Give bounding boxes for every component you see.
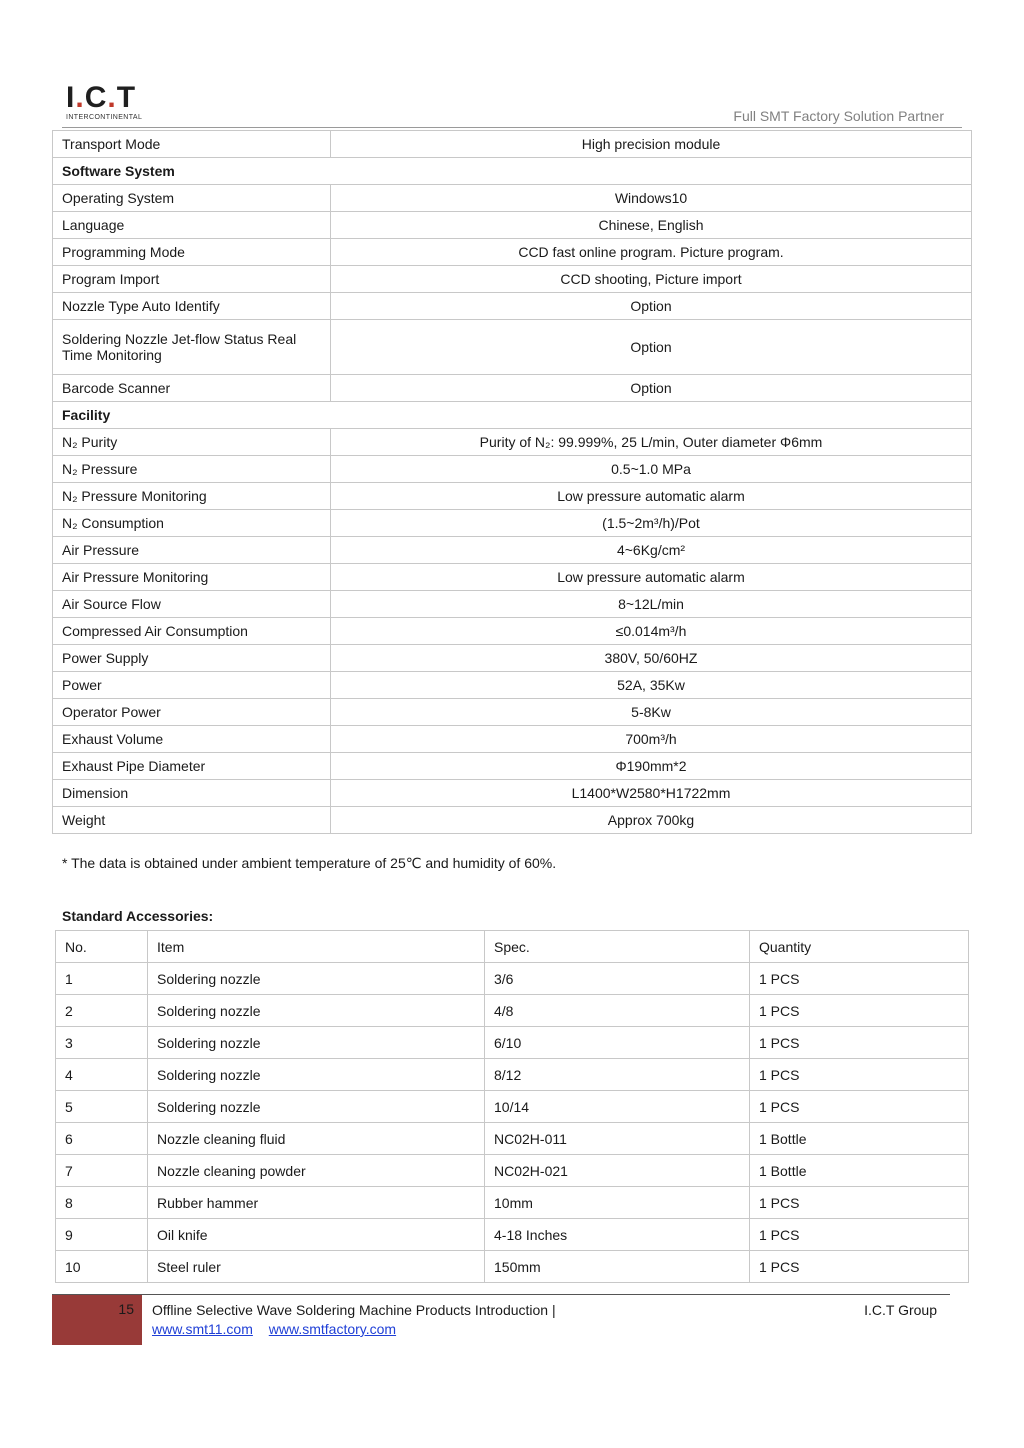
spec-value: 4~6Kg/cm² <box>331 537 972 564</box>
accessory-row <box>56 1027 969 1059</box>
acc-no: 9 <box>56 1219 148 1251</box>
acc-no: 6 <box>56 1123 148 1155</box>
spec-label: Dimension <box>53 780 331 807</box>
spec-label: Transport Mode <box>53 131 331 158</box>
header-no: No. <box>56 931 148 963</box>
accessory-row <box>56 995 969 1027</box>
page-number-box <box>52 1295 142 1345</box>
spec-table <box>52 130 972 834</box>
spec-value: 380V, 50/60HZ <box>331 645 972 672</box>
acc-item: Rubber hammer <box>148 1187 485 1219</box>
spec-value: High precision module <box>331 131 972 158</box>
spec-label: Power <box>53 672 331 699</box>
accessory-row <box>56 1219 969 1251</box>
acc-item: Soldering nozzle <box>148 963 485 995</box>
acc-quantity: 1 PCS <box>750 1251 969 1283</box>
spec-label: Exhaust Pipe Diameter <box>53 753 331 780</box>
spec-row <box>53 726 972 753</box>
spec-label: Air Pressure Monitoring <box>53 564 331 591</box>
spec-value: Low pressure automatic alarm <box>331 564 972 591</box>
spec-value: 0.5~1.0 MPa <box>331 456 972 483</box>
spec-value: 52A, 35Kw <box>331 672 972 699</box>
accessory-row <box>56 1187 969 1219</box>
spec-row <box>53 591 972 618</box>
accessories-header-row <box>56 931 969 963</box>
spec-label: Compressed Air Consumption <box>53 618 331 645</box>
spec-value: Low pressure automatic alarm <box>331 483 972 510</box>
company-logo <box>66 81 158 121</box>
spec-value: Approx 700kg <box>331 807 972 834</box>
spec-label: Nozzle Type Auto Identify <box>53 293 331 320</box>
acc-quantity: 1 Bottle <box>750 1123 969 1155</box>
spec-label: Weight <box>53 807 331 834</box>
spec-row <box>53 131 972 158</box>
spec-row <box>53 239 972 266</box>
acc-quantity: 1 PCS <box>750 1187 969 1219</box>
footer-links <box>152 1321 408 1337</box>
spec-row <box>53 266 972 293</box>
spec-value: L1400*W2580*H1722mm <box>331 780 972 807</box>
accessory-row <box>56 1251 969 1283</box>
header-divider <box>62 127 962 128</box>
spec-value: (1.5~2m³/h)/Pot <box>331 510 972 537</box>
acc-spec: 4/8 <box>485 995 750 1027</box>
acc-no: 1 <box>56 963 148 995</box>
acc-quantity: 1 PCS <box>750 1059 969 1091</box>
spec-row <box>53 699 972 726</box>
spec-row <box>53 456 972 483</box>
footer-divider <box>52 1294 950 1295</box>
spec-value: ≤0.014m³/h <box>331 618 972 645</box>
acc-quantity: 1 PCS <box>750 995 969 1027</box>
header-item: Item <box>148 931 485 963</box>
acc-no: 10 <box>56 1251 148 1283</box>
spec-value: 5-8Kw <box>331 699 972 726</box>
logo-subtitle: INTERCONTINENTAL <box>66 114 143 121</box>
link-smt11[interactable]: www.smt11.com <box>152 1321 253 1337</box>
spec-row <box>53 753 972 780</box>
spec-row <box>53 429 972 456</box>
spec-label: Programming Mode <box>53 239 331 266</box>
acc-item: Soldering nozzle <box>148 1091 485 1123</box>
acc-no: 3 <box>56 1027 148 1059</box>
spec-value: CCD shooting, Picture import <box>331 266 972 293</box>
spec-section-row <box>53 402 972 429</box>
acc-item: Nozzle cleaning fluid <box>148 1123 485 1155</box>
spec-row <box>53 672 972 699</box>
accessory-row <box>56 1091 969 1123</box>
accessory-row <box>56 1123 969 1155</box>
acc-spec: 10mm <box>485 1187 750 1219</box>
acc-spec: 10/14 <box>485 1091 750 1123</box>
acc-quantity: 1 PCS <box>750 963 969 995</box>
acc-spec: 4-18 Inches <box>485 1219 750 1251</box>
spec-row <box>53 293 972 320</box>
spec-label: Soldering Nozzle Jet-flow Status Real Time Monitoring <box>53 320 331 375</box>
spec-label: N₂ Consumption <box>53 510 331 537</box>
spec-label: Barcode Scanner <box>53 375 331 402</box>
footer-title: Offline Selective Wave Soldering Machine Products Introduction | <box>152 1302 556 1318</box>
spec-value: 700m³/h <box>331 726 972 753</box>
acc-no: 5 <box>56 1091 148 1123</box>
acc-spec: 8/12 <box>485 1059 750 1091</box>
accessory-row <box>56 963 969 995</box>
spec-value: Purity of N₂: 99.999%, 25 L/min, Outer diameter Φ6mm <box>331 429 972 456</box>
spec-row <box>53 807 972 834</box>
spec-value: Option <box>331 293 972 320</box>
spec-label: Operating System <box>53 185 331 212</box>
link-smtfactory[interactable]: www.smtfactory.com <box>268 1321 397 1337</box>
page-number: 15 <box>118 1301 134 1317</box>
acc-item: Nozzle cleaning powder <box>148 1155 485 1187</box>
spec-label: N₂ Pressure Monitoring <box>53 483 331 510</box>
spec-value: Windows10 <box>331 185 972 212</box>
acc-no: 8 <box>56 1187 148 1219</box>
accessories-title: Standard Accessories: <box>62 908 214 924</box>
spec-value: Option <box>331 320 972 375</box>
spec-value: 8~12L/min <box>331 591 972 618</box>
spec-row <box>53 212 972 239</box>
spec-label: Air Source Flow <box>53 591 331 618</box>
footer-group: I.C.T Group <box>864 1302 937 1318</box>
spec-label: Operator Power <box>53 699 331 726</box>
header-tagline: Full SMT Factory Solution Partner <box>733 108 944 124</box>
spec-label: N₂ Purity <box>53 429 331 456</box>
spec-label: Power Supply <box>53 645 331 672</box>
acc-no: 7 <box>56 1155 148 1187</box>
spec-value: Φ190mm*2 <box>331 753 972 780</box>
acc-spec: 3/6 <box>485 963 750 995</box>
spec-value: Chinese, English <box>331 212 972 239</box>
acc-spec: NC02H-021 <box>485 1155 750 1187</box>
spec-row <box>53 510 972 537</box>
spec-label: Language <box>53 212 331 239</box>
spec-row <box>53 618 972 645</box>
acc-quantity: 1 PCS <box>750 1219 969 1251</box>
accessories-table <box>55 930 969 1283</box>
acc-spec: 6/10 <box>485 1027 750 1059</box>
spec-row <box>53 645 972 672</box>
spec-section-heading: Software System <box>53 158 972 185</box>
accessory-row <box>56 1155 969 1187</box>
acc-no: 4 <box>56 1059 148 1091</box>
acc-quantity: 1 PCS <box>750 1027 969 1059</box>
spec-value: CCD fast online program. Picture program. <box>331 239 972 266</box>
spec-section-heading: Facility <box>53 402 972 429</box>
logo-text: I.C.T <box>66 81 137 114</box>
spec-section-row <box>53 158 972 185</box>
acc-item: Soldering nozzle <box>148 995 485 1027</box>
spec-row <box>53 483 972 510</box>
spec-row <box>53 320 972 375</box>
acc-item: Soldering nozzle <box>148 1059 485 1091</box>
acc-spec: 150mm <box>485 1251 750 1283</box>
spec-label: Program Import <box>53 266 331 293</box>
ambient-note: * The data is obtained under ambient temperature of 25℃ and humidity of 60%. <box>62 855 557 871</box>
acc-item: Soldering nozzle <box>148 1027 485 1059</box>
spec-row <box>53 537 972 564</box>
spec-row <box>53 185 972 212</box>
spec-row <box>53 780 972 807</box>
acc-spec: NC02H-011 <box>485 1123 750 1155</box>
header-spec: Spec. <box>485 931 750 963</box>
spec-row <box>53 564 972 591</box>
acc-no: 2 <box>56 995 148 1027</box>
acc-quantity: 1 Bottle <box>750 1155 969 1187</box>
acc-item: Oil knife <box>148 1219 485 1251</box>
acc-item: Steel ruler <box>148 1251 485 1283</box>
spec-label: Air Pressure <box>53 537 331 564</box>
accessory-row <box>56 1059 969 1091</box>
spec-row <box>53 375 972 402</box>
spec-label: N₂ Pressure <box>53 456 331 483</box>
spec-value: Option <box>331 375 972 402</box>
acc-quantity: 1 PCS <box>750 1091 969 1123</box>
spec-label: Exhaust Volume <box>53 726 331 753</box>
header-quantity: Quantity <box>750 931 969 963</box>
